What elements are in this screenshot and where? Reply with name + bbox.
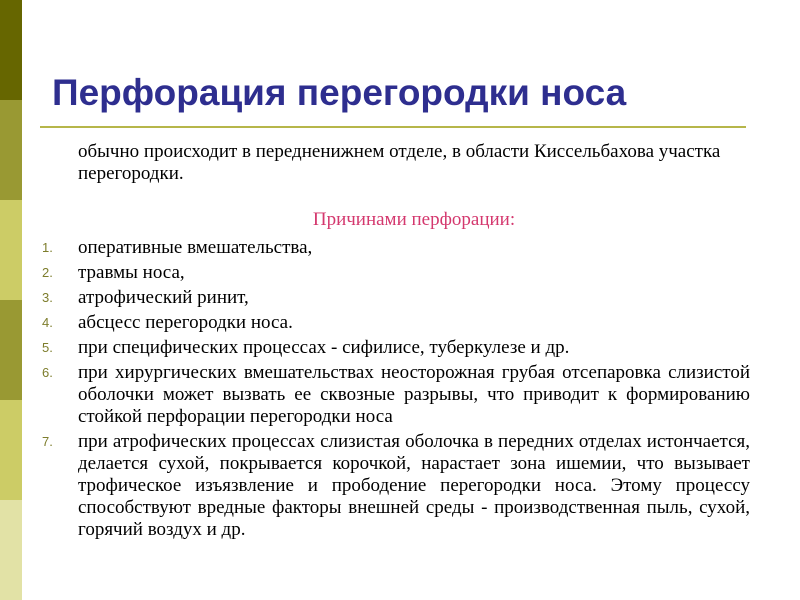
strip-segment: [0, 100, 22, 200]
strip-segment: [0, 300, 22, 400]
intro-bullet: [42, 141, 750, 185]
cause-item-1: [42, 237, 750, 259]
cause-text: оперативные вмешательства,: [78, 237, 313, 258]
list-number: 7.: [42, 434, 53, 449]
list-number: 6.: [42, 365, 53, 380]
cause-item-4: [42, 312, 750, 334]
list-number: 1.: [42, 240, 53, 255]
slide-body: [42, 141, 750, 541]
list-number: 4.: [42, 315, 53, 330]
cause-item-3: [42, 287, 750, 309]
cause-item-2: [42, 262, 750, 284]
cause-text: при хирургических вмешательствах неосторожная грубая отсепаровка слизистой оболочки может вызвать ее сквозные разрывы, что приводит к формированию стойкой перфорации перегородки носа: [78, 362, 750, 427]
spacer: [42, 185, 750, 209]
list-number: 3.: [42, 290, 53, 305]
causes-heading: Причинами перфорации:: [312, 209, 516, 230]
cause-item-5: [42, 337, 750, 359]
cause-text: при атрофических процессах слизистая оболочка в передних отделах истончается, делается сухой, покрывается корочкой, нарастает зона ишемии, что вызывает трофическое изъязвление и прободение перегородки носа. Этому процессу способствуют вредные факторы внешней среды - производственная пыль, сухой, горячий воздух и др.: [78, 431, 750, 540]
cause-item-7: [42, 431, 750, 541]
strip-segment: [0, 0, 22, 100]
strip-segment: [0, 200, 22, 300]
list-number: 5.: [42, 340, 53, 355]
list-number: 2.: [42, 265, 53, 280]
decorative-side-strip: [0, 0, 22, 600]
strip-segment: [0, 400, 22, 500]
cause-text: абсцесс перегородки носа.: [78, 312, 293, 333]
cause-item-6: [42, 362, 750, 428]
slide-title: Перфорация перегородки носа: [52, 72, 627, 113]
cause-text: атрофический ринит,: [78, 287, 249, 308]
intro-text: обычно происходит в передненижнем отделе, в области Киссельбахова участка перегородки.: [78, 141, 721, 184]
strip-segment: [0, 500, 22, 600]
cause-text: травмы носа,: [78, 262, 185, 283]
cause-text: при специфических процессах - сифилисе, туберкулезе и др.: [78, 337, 570, 358]
title-underline: [40, 126, 746, 128]
